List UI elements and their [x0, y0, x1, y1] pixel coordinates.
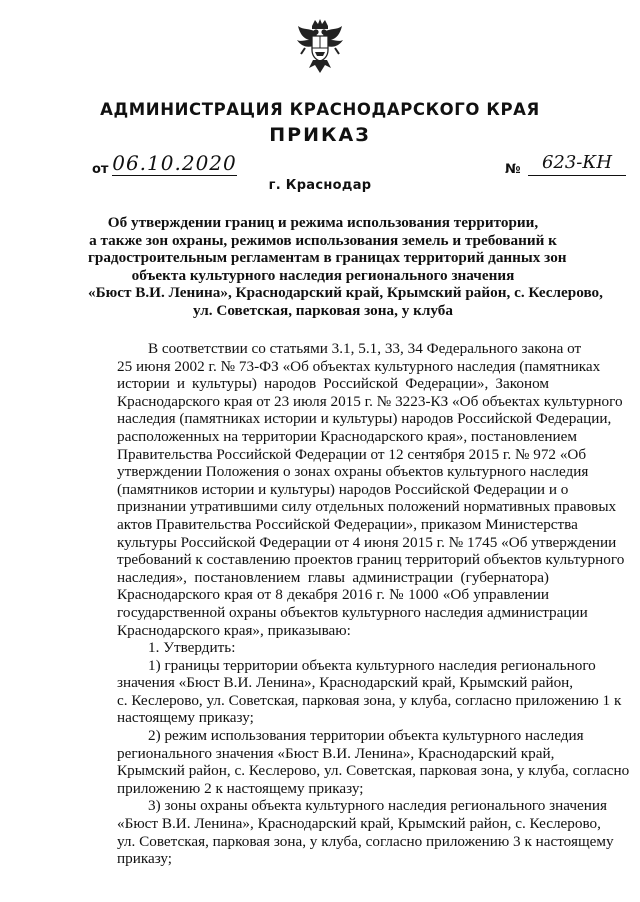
- order-body: [117, 340, 630, 868]
- document-type: ПРИКАЗ: [269, 124, 371, 146]
- body-line: расположенных на территории Краснодарского края», постановлением: [117, 427, 577, 445]
- body-line: 2) режим использования территории объекта культурного наследия: [148, 727, 584, 745]
- agency-name: АДМИНИСТРАЦИЯ КРАСНОДАРСКОГО КРАЯ: [100, 100, 540, 119]
- body-line: 3) зоны охраны объекта культурного наследия регионального значения: [148, 797, 608, 815]
- body-line: регионального значения «Бюст В.И. Ленина», Краснодарский край,: [117, 744, 555, 762]
- body-line: Краснодарского края от 23 июля 2015 г. № 3223-КЗ «Об объектах культурного: [117, 392, 623, 410]
- body-line: наследия», постановлением главы администрации (губернатора): [117, 568, 549, 586]
- title-line: а также зон охраны, режимов использования земель и требований к: [89, 231, 557, 249]
- title-line: «Бюст В.И. Ленина», Краснодарский край, Крымский район, с. Кеслерово,: [88, 284, 603, 302]
- body-line: 1. Утвердить:: [148, 639, 236, 657]
- body-line: утверждении Положения о зонах охраны объектов культурного наследия: [117, 463, 589, 481]
- title-line: градостроительным регламентам в границах территорий данных зон: [88, 249, 567, 267]
- body-line: значения «Бюст В.И. Ленина», Краснодарский край, Крымский район,: [117, 674, 574, 692]
- body-line: приказу;: [117, 850, 173, 868]
- body-line: 1) границы территории объекта культурного наследия регионального: [148, 656, 596, 674]
- date-prefix: от: [92, 162, 109, 177]
- body-line: Крымский район, с. Кеслерово, ул. Советская, парковая зона, у клуба, согласно: [117, 762, 630, 780]
- order-number: 623-КН: [528, 154, 626, 176]
- body-line: актов Правительства Российской Федерации», приказом Министерства: [117, 515, 578, 533]
- body-line: приложению 2 к настоящему приказу;: [117, 779, 364, 797]
- body-line: требований к составлению проектов границ территорий объектов культурного: [117, 551, 625, 569]
- title-line: Об утверждении границ и режима использования территории,: [107, 214, 539, 231]
- title-line: объекта культурного наследия регионального значения: [131, 266, 515, 284]
- body-line: с. Кеслерово, ул. Советская, парковая зона, у клуба, согласно приложению 1 к: [117, 691, 622, 709]
- city: г. Краснодар: [268, 178, 372, 193]
- body-line: государственной охраны объектов культурного наследия администрации: [117, 603, 588, 621]
- body-line: (памятников истории и культуры) народов Российской Федерации и о: [117, 480, 569, 498]
- body-line: культуры Российской Федерации от 4 июня 2015 г. № 1745 «Об утверждении: [117, 533, 617, 551]
- body-line: наследия (памятниках истории и культуры) народов Российской Федерации,: [117, 410, 612, 428]
- body-line: «Бюст В.И. Ленина», Краснодарский край, Крымский район, с. Кеслерово,: [117, 815, 601, 833]
- body-line: Правительства Российской Федерации от 12 сентября 2015 г. № 972 «Об: [117, 445, 587, 463]
- order-title: [88, 214, 603, 320]
- number-prefix: №: [505, 162, 521, 177]
- title-line: ул. Советская, парковая зона, у клуба: [193, 301, 453, 319]
- body-line: В соответствии со статьями 3.1, 5.1, 33, 34 Федерального закона от: [148, 340, 582, 357]
- body-line: истории и культуры) народов Российской Федерации», Законом: [117, 375, 549, 393]
- body-line: настоящему приказу;: [117, 709, 254, 727]
- body-line: Краснодарского края», приказываю:: [117, 621, 351, 639]
- order-date: 06.10.2020: [112, 151, 237, 175]
- body-line: ул. Советская, парковая зона, у клуба, согласно приложению 3 к настоящему: [117, 832, 614, 850]
- date-number-line: [92, 151, 613, 177]
- body-line: 25 июня 2002 г. № 73-ФЗ «Об объектах культурного наследия (памятниках: [117, 357, 601, 375]
- body-line: признании утратившими силу отдельных положений нормативных правовых: [117, 498, 617, 516]
- body-line: Краснодарского края от 8 декабря 2016 г. № 1000 «Об управлении: [117, 586, 549, 604]
- coat-of-arms-icon: [295, 18, 345, 76]
